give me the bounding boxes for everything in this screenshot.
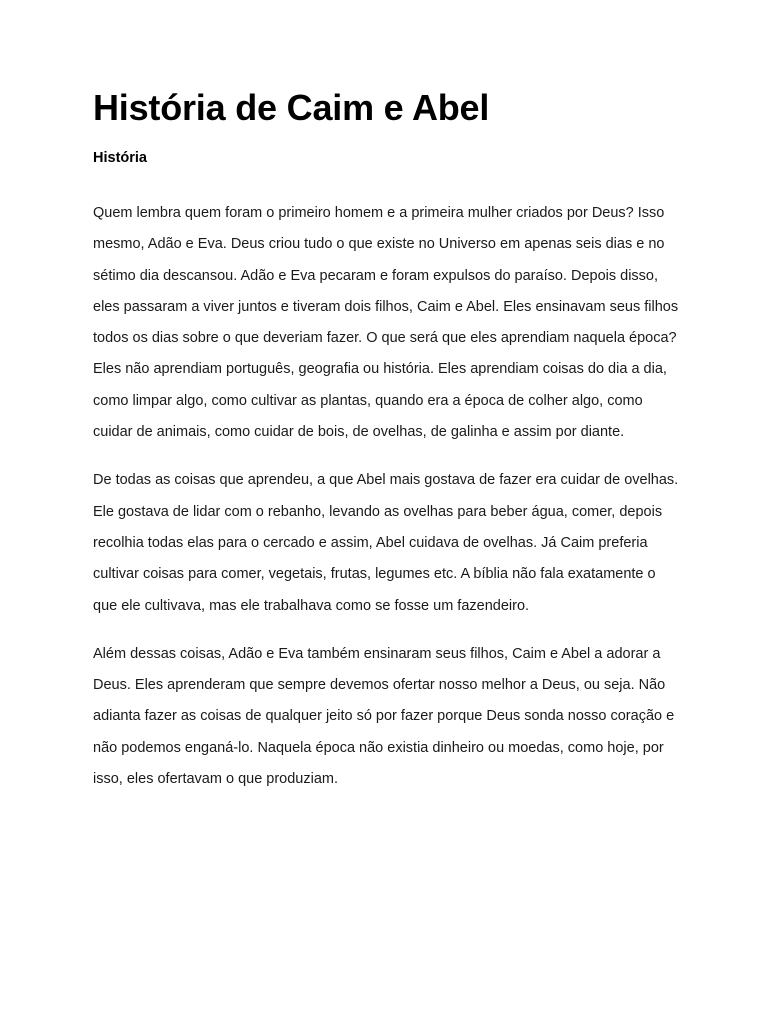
document-title: História de Caim e Abel [93,87,490,128]
section-heading: História [93,150,147,166]
document-body [93,198,683,795]
paragraph-2: De todas as coisas que aprendeu, a que Abel mais gostava de fazer era cuidar de ovelhas. Ele gostava de lidar com o rebanho, levando as ovelhas para beber água, comer, depois recolhia todas elas para o cercado e assim, Abel cuidava de ovelhas. Já Caim preferia cultivar coisas para comer, vegetais, frutas, legumes etc. A bíblia não fala exatamente o que ele cultivava, mas ele trabalhava como se fosse um fazendeiro. [93,472,679,614]
paragraph-3: Além dessas coisas, Adão e Eva também ensinaram seus filhos, Caim e Abel a adorar a Deus. Eles aprenderam que sempre devemos ofertar nosso melhor a Deus, ou seja. Não adianta fazer as coisas de qualquer jeito só por fazer porque Deus sonda nosso coração e não podemos enganá-lo. Naquela época não existia dinheiro ou moedas, como hoje, por isso, eles ofertavam o que produziam. [93,645,675,788]
paragraph-1: Quem lembra quem foram o primeiro homem e a primeira mulher criados por Deus? Isso mesmo, Adão e Eva. Deus criou tudo o que existe no Universo em apenas seis dias e no sétimo dia descansou. Adão e Eva pecaram e foram expulsos do paraíso. Depois disso, eles passaram a viver juntos e tiveram dois filhos, Caim e Abel. Eles ensinavam seus filhos todos os dias sobre o que deveriam fazer. O que será que eles aprendiam naquela época? Eles não aprendiam português, geografia ou história. Eles aprendiam coisas do dia a dia, como limpar algo, como cultivar as plantas, quando era a época de colher algo, como cuidar de animais, como cuidar de bois, de ovelhas, de galinha e assim por diante. [93,205,679,441]
document-page [93,86,683,812]
